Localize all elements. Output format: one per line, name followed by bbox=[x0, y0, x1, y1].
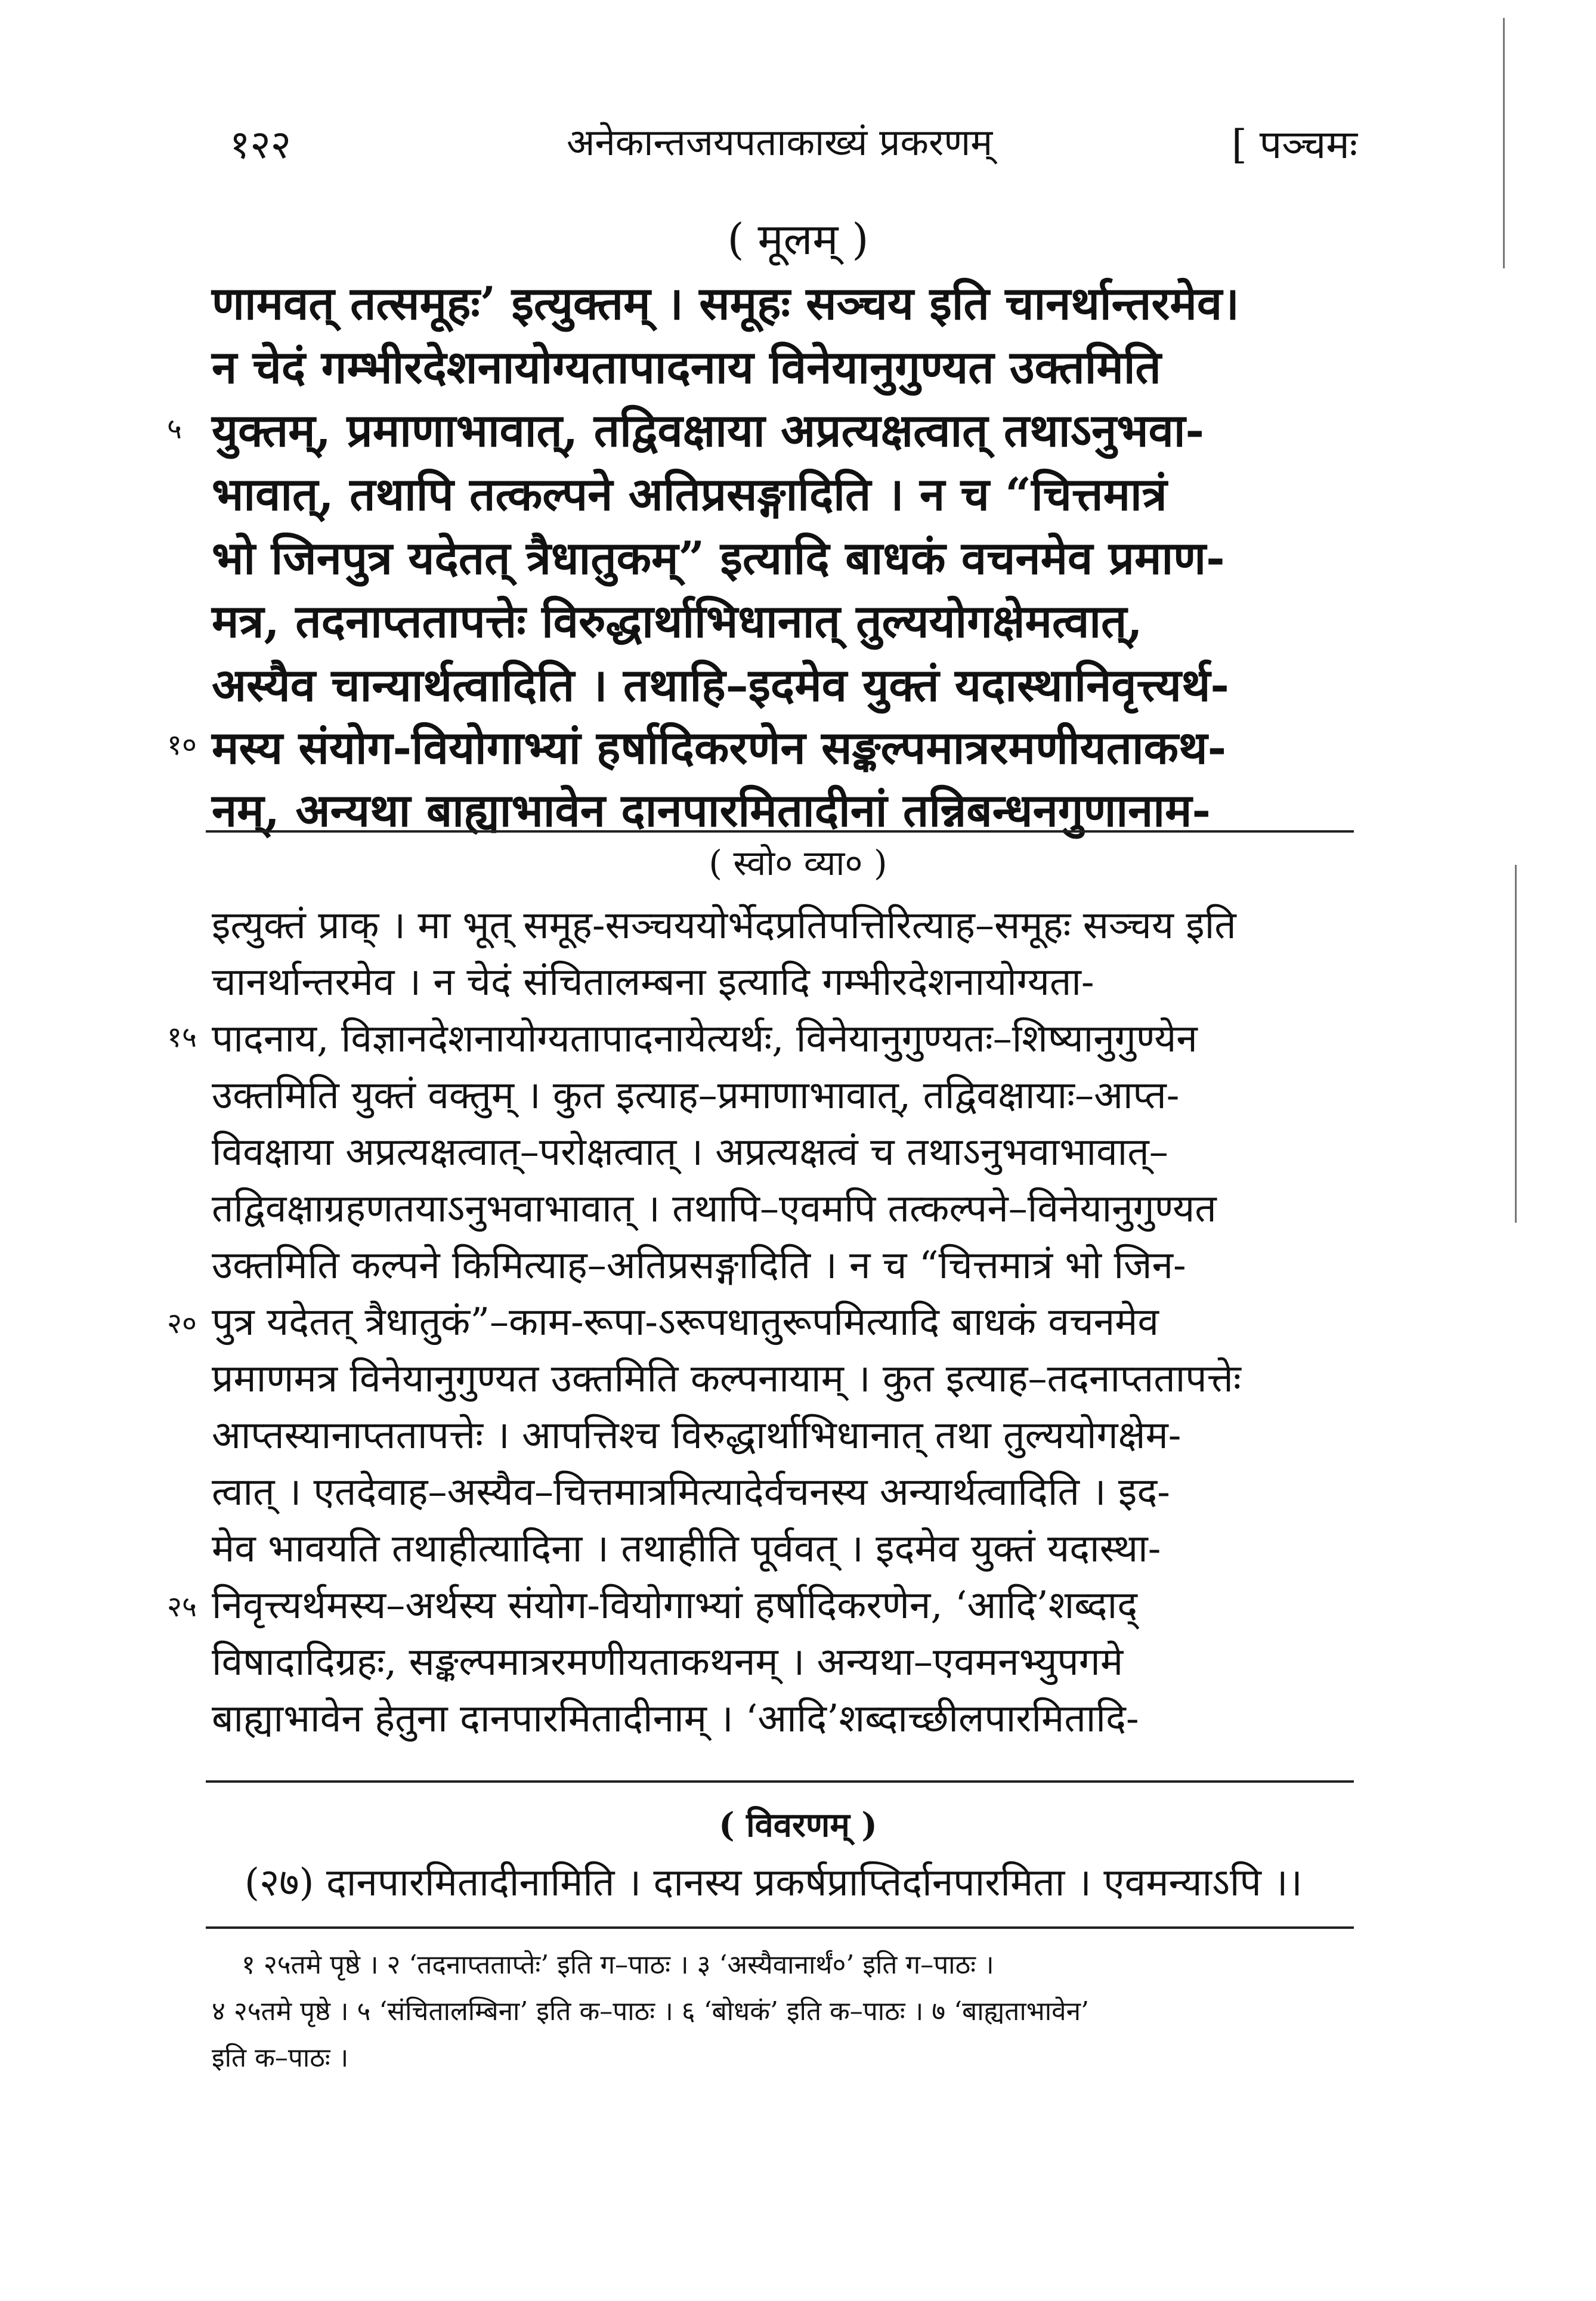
svopajna-heading: ( स्वो० व्या० ) bbox=[709, 843, 887, 883]
vivaranam-line: (२७) दानपारमितादीनामिति । दानस्य प्रकर्षप्राप्तिर्दानपारमिता । एवमन्याऽपि ।। bbox=[245, 1861, 1303, 1905]
commentary-line: इत्युक्तं प्राक् । मा भूत् समूह-सञ्चययोर्भेदप्रतिपत्तिरित्याह–समूहः सञ्चय इति bbox=[212, 904, 1236, 948]
commentary-line: पादनाय, विज्ञानदेशनायोग्यतापादनायेत्यर्थः, विनेयानुगुण्यतः–शिष्यानुगुण्येन bbox=[212, 1017, 1198, 1061]
commentary-line: उक्तमिति युक्तं वक्तुम् । कुत इत्याह–प्रमाणाभावात्, तद्विवक्षायाः–आप्त- bbox=[212, 1074, 1180, 1118]
mula-line: युक्तम्, प्रमाणाभावात्, तद्विवक्षाया अप्रत्यक्षत्वात् तथाऽनुभवा- bbox=[212, 404, 1205, 457]
line-number: ५ bbox=[167, 412, 182, 446]
commentary-line: त्वात् । एतदेवाह–अस्यैव–चित्तमात्रमित्यादेर्वचनस्य अन्यार्थत्वादिति । इद- bbox=[212, 1470, 1170, 1514]
line-number: २० bbox=[167, 1307, 197, 1340]
commentary-line: तद्विवक्षाग्रहणतयाऽनुभवाभावात् । तथापि–एवमपि तत्कल्पने–विनेयानुगुण्यत bbox=[212, 1187, 1217, 1231]
line-number: २५ bbox=[167, 1590, 197, 1623]
commentary-line: विषादादिग्रहः, सङ्कल्पमात्ररमणीयताकथनम् । अन्यथा–एवमनभ्युपगमे bbox=[212, 1640, 1124, 1684]
section-divider bbox=[206, 830, 1354, 833]
vivaranam-heading: ( विवरणम् ) bbox=[719, 1805, 877, 1845]
commentary-line: पुत्र यदेतत् त्रैधातुकं”–काम-रूपा-ऽरूपधातुरूपमित्यादि बाधकं वचनमेव bbox=[212, 1300, 1159, 1344]
footnote-divider bbox=[206, 1926, 1354, 1929]
line-number: १० bbox=[167, 728, 197, 762]
footnote-line: ४ २५तमे पृष्ठे । ५ ‘संचितालम्बिना’ इति क–पाठः । ६ ‘बोधकं’ इति क–पाठः । ७ ‘बाह्यताभावेन’ bbox=[212, 1996, 1089, 2027]
mula-line: भो जिनपुत्र यदेतत् त्रैधातुकम्” इत्यादि बाधकं वचनमेव प्रमाण- bbox=[212, 531, 1225, 584]
commentary-line: विवक्षाया अप्रत्यक्षत्वात्–परोक्षत्वात् । अप्रत्यक्षत्वं च तथाऽनुभवाभावात्– bbox=[212, 1130, 1168, 1174]
margin-mark bbox=[1515, 865, 1517, 1223]
commentary-line: चानर्थान्तरमेव । न चेदं संचितालम्बना इत्यादि गम्भीरदेशनायोग्यता- bbox=[212, 960, 1094, 1004]
commentary-line: निवृत्त्यर्थमस्य–अर्थस्य संयोग-वियोगाभ्यां हर्षादिकरणेन, ‘आदि’शब्दाद् bbox=[212, 1584, 1138, 1628]
mula-line: मत्र, तदनाप्ततापत्तेः विरुद्धार्थाभिधानात् तुल्ययोगक्षेमत्वात्, bbox=[212, 595, 1143, 648]
line-number: १५ bbox=[167, 1020, 197, 1054]
footnote-line: १ २५तमे पृष्ठे । २ ‘तदनाप्तताप्तेः’ इति ग–पाठः । ३ ‘अस्यैवानार्थं०’ इति ग–पाठः । bbox=[242, 1950, 994, 1980]
commentary-line: प्रमाणमत्र विनेयानुगुण्यत उक्तमिति कल्पनायाम् । कुत इत्याह–तदनाप्ततापत्तेः bbox=[212, 1357, 1241, 1401]
mula-line: अस्यैव चान्यार्थत्वादिति । तथाहि–इदमेव युक्तं यदास्थानिवृत्त्यर्थ- bbox=[212, 658, 1229, 712]
mula-line: णामवत् तत्समूहः’ इत्युक्तम् । समूहः सञ्चय इति चानर्थान्तरमेव। bbox=[212, 277, 1239, 330]
page-number: १२२ bbox=[230, 122, 291, 168]
chapter-label: [ पञ्चमः bbox=[1232, 122, 1358, 168]
commentary-line: मेव भावयति तथाहीत्यादिना । तथाहीति पूर्ववत् । इदमेव युक्तं यदास्था- bbox=[212, 1527, 1161, 1571]
mula-line: न चेदं गम्भीरदेशनायोग्यतापादनाय विनेयानुगुण्यत उक्तमिति bbox=[212, 341, 1161, 394]
mula-line: नम्, अन्यथा बाह्याभावेन दानपारमितादीनां तन्निबन्धनगुणानाम- bbox=[212, 784, 1211, 837]
commentary-line: उक्तमिति कल्पने किमित्याह–अतिप्रसङ्गादिति । न च “चित्तमात्रं भो जिन- bbox=[212, 1244, 1186, 1288]
commentary-line: आप्तस्यानाप्ततापत्तेः । आपत्तिश्च विरुद्धार्थाभिधानात् तथा तुल्ययोगक्षेम- bbox=[212, 1414, 1181, 1458]
footnote-line: इति क–पाठः । bbox=[212, 2043, 349, 2073]
mula-heading: ( मूलम् ) bbox=[727, 214, 869, 264]
mula-line: भावात्, तथापि तत्कल्पने अतिप्रसङ्गादिति । न च “चित्तमात्रं bbox=[212, 468, 1167, 521]
page-title: अनेकान्तजयपताकाख्यं प्रकरणम् bbox=[567, 120, 993, 164]
mula-line: मस्य संयोग-वियोगाभ्यां हर्षादिकरणेन सङ्कल्पमात्ररमणीयताकथ- bbox=[212, 721, 1227, 774]
commentary-line: बाह्याभावेन हेतुना दानपारमितादीनाम् । ‘आदि’शब्दाच्छीलपारमितादि- bbox=[212, 1697, 1139, 1741]
section-divider bbox=[206, 1780, 1354, 1783]
